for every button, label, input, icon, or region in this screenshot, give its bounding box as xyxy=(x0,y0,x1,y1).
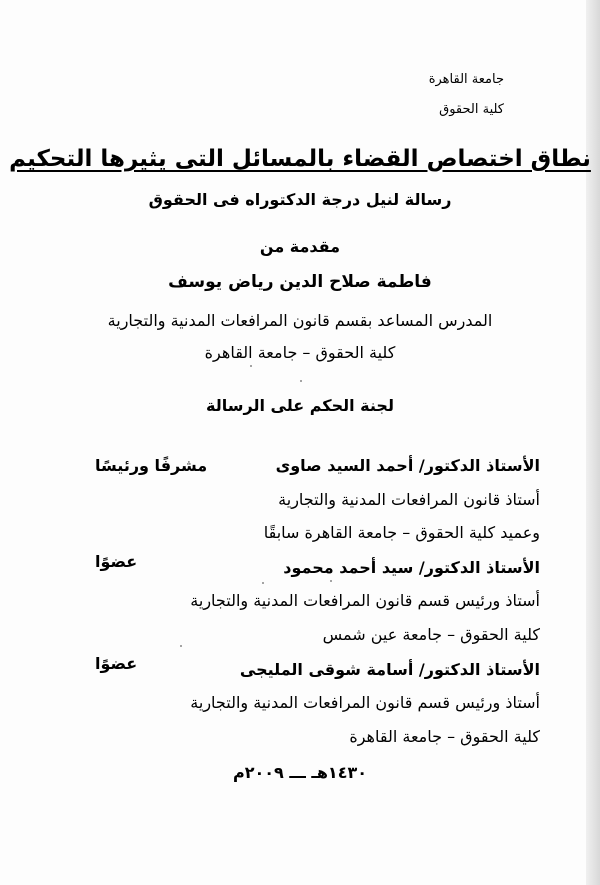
scan-speck xyxy=(180,645,182,647)
faculty-name: كلية الحقوق xyxy=(439,102,504,117)
scan-speck xyxy=(262,582,264,584)
committee-member-affiliation: كلية الحقوق – جامعة عين شمس xyxy=(322,625,540,644)
thesis-date: ١٤٣٠هـ ـــ ٢٠٠٩م xyxy=(233,763,367,782)
committee-member-role: مشرفًا ورئيسًا xyxy=(95,456,208,475)
scan-speck xyxy=(250,365,252,367)
author-position: المدرس المساعد بقسم قانون المرافعات المدنية والتجارية xyxy=(107,311,493,330)
committee-member-affiliation: وعميد كلية الحقوق – جامعة القاهرة سابقًا xyxy=(263,523,540,542)
author-affiliation: كلية الحقوق – جامعة القاهرة xyxy=(204,343,396,362)
committee-member-role: عضوًا xyxy=(95,552,138,571)
page-edge-shadow xyxy=(586,0,600,885)
committee-member-title: أستاذ ورئيس قسم قانون المرافعات المدنية والتجارية xyxy=(190,693,540,712)
scan-speck xyxy=(300,380,302,382)
university-name: جامعة القاهرة xyxy=(428,72,504,87)
committee-member-affiliation: كلية الحقوق – جامعة القاهرة xyxy=(349,727,540,746)
committee-member-title: أستاذ ورئيس قسم قانون المرافعات المدنية والتجارية xyxy=(190,591,540,610)
thesis-title: نطاق اختصاص القضاء بالمسائل التى يثيرها التحكيم xyxy=(9,146,591,172)
committee-member-name: الأستاذ الدكتور/ سيد أحمد محمود xyxy=(283,558,540,577)
committee-member-role: عضوًا xyxy=(95,654,138,673)
committee-member-title: أستاذ قانون المرافعات المدنية والتجارية xyxy=(278,490,540,509)
author-name: فاطمة صلاح الدين رياض يوسف xyxy=(168,272,432,292)
committee-heading: لجنة الحكم على الرسالة xyxy=(206,396,394,415)
committee-member-name: الأستاذ الدكتور/ أسامة شوقى المليجى xyxy=(239,660,540,679)
thesis-subtitle: رسالة لنيل درجة الدكتوراه فى الحقوق xyxy=(148,190,452,209)
committee-member-name: الأستاذ الدكتور/ أحمد السيد صاوى xyxy=(275,456,540,475)
scan-speck xyxy=(330,580,332,582)
presented-by-label: مقدمة من xyxy=(259,237,341,256)
